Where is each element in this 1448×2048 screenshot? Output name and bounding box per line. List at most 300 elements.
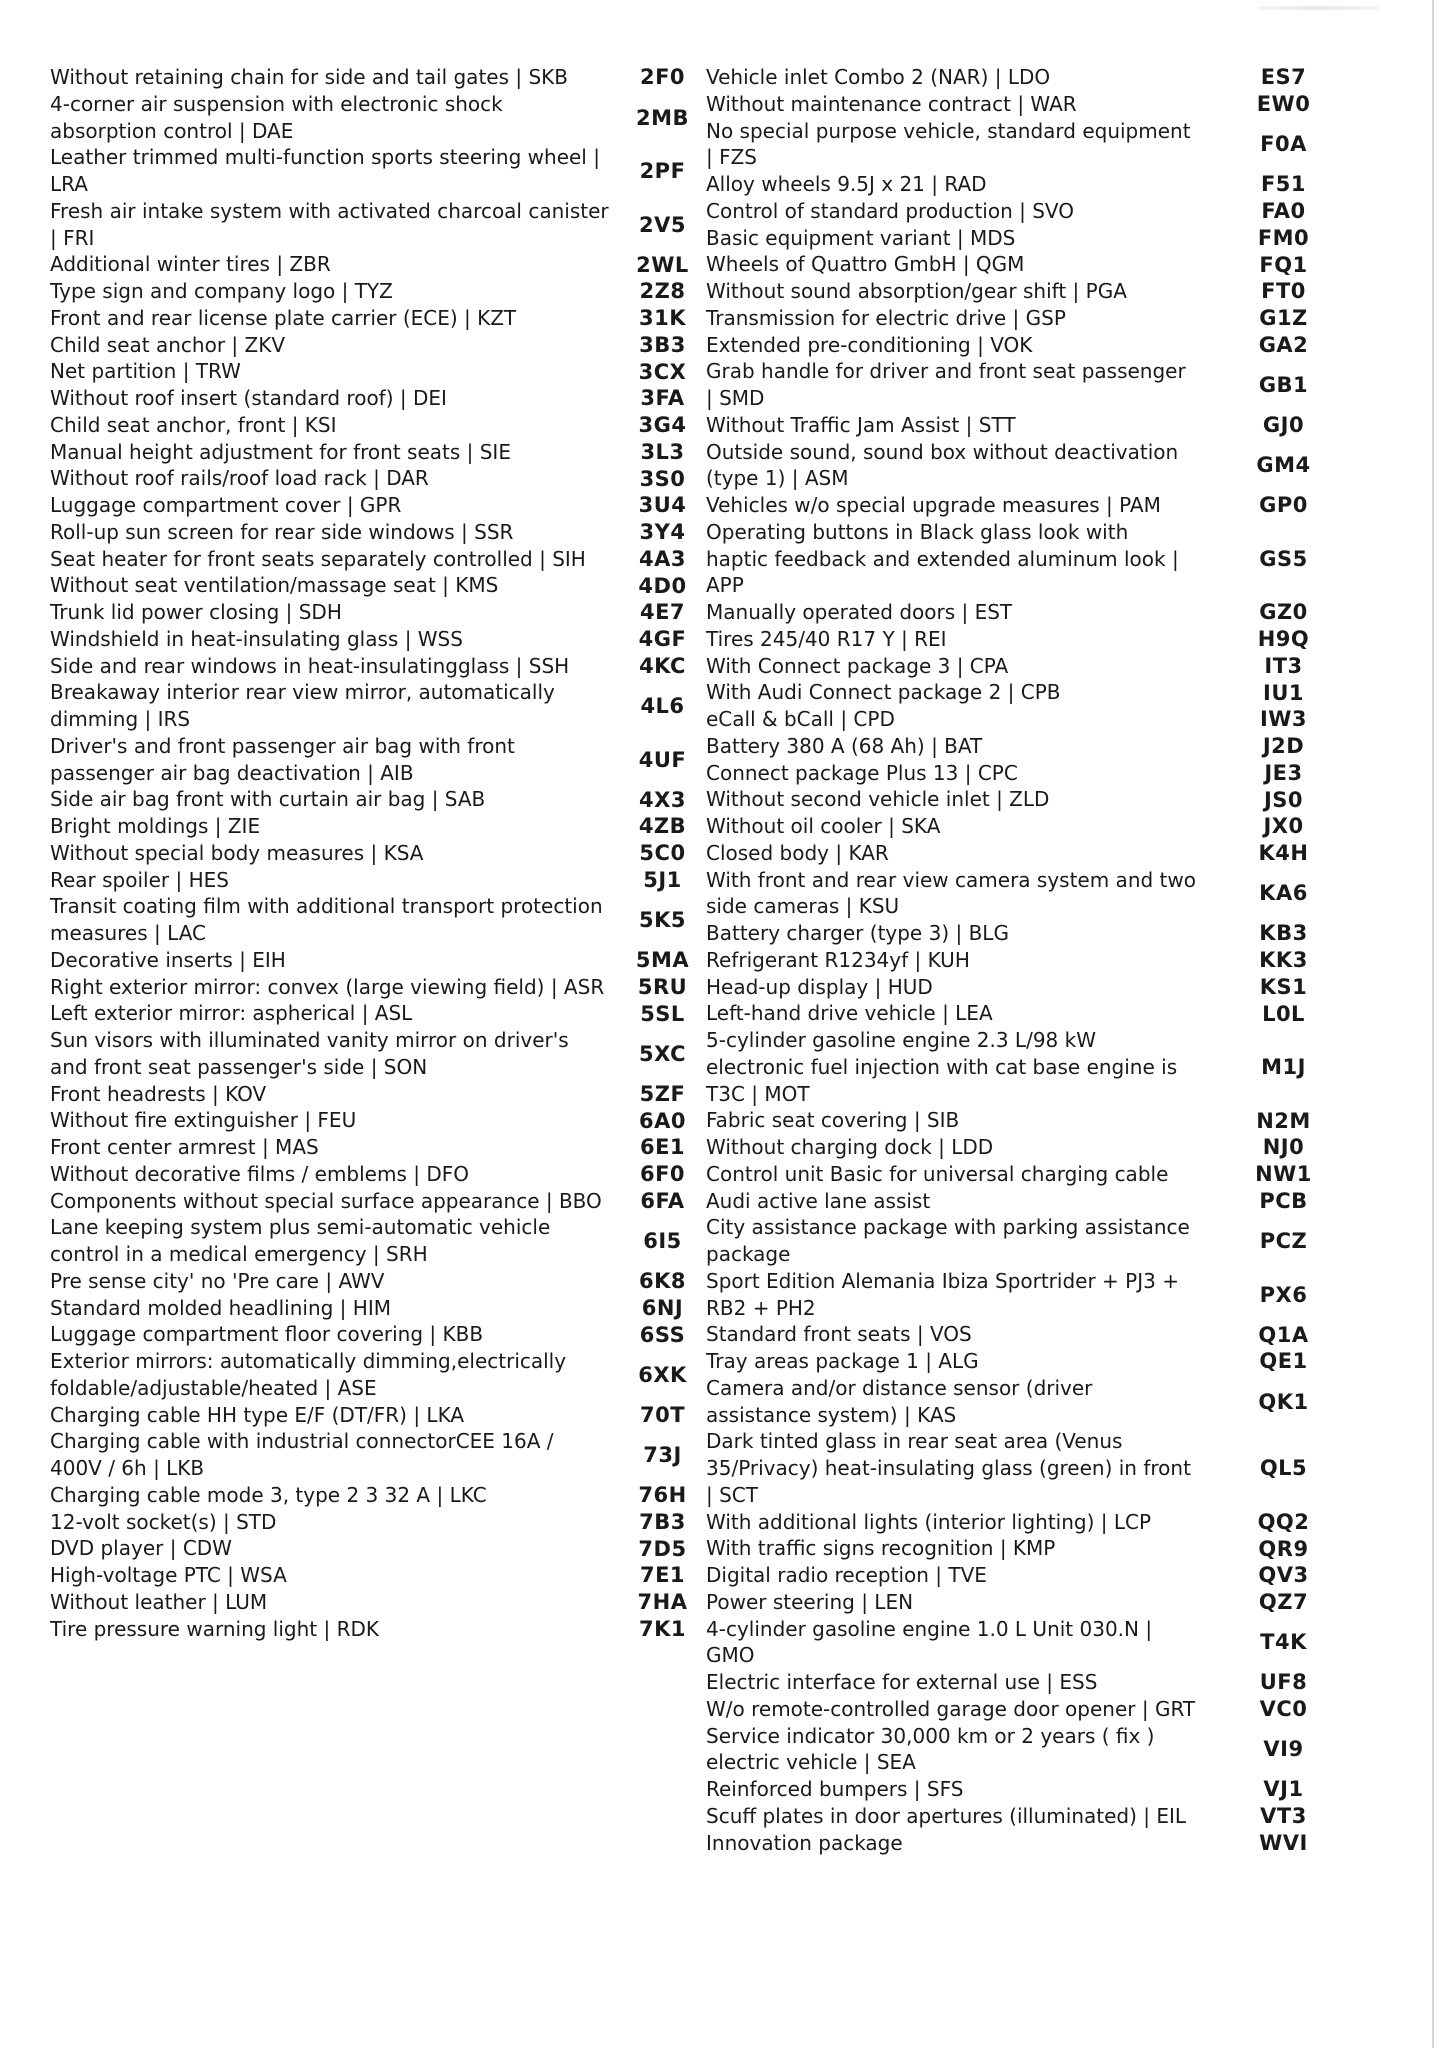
options-table-right-body — [706, 64, 1371, 1856]
option-description: Exterior mirrors: automatically dimming,electrically foldable/adjustable/heated | ASE — [50, 1349, 567, 1400]
option-row — [706, 1134, 1371, 1161]
option-row — [50, 1000, 715, 1027]
option-row — [50, 1295, 715, 1322]
option-row — [706, 278, 1371, 305]
option-row — [706, 1214, 1371, 1268]
page-edge — [1432, 0, 1434, 2048]
option-code: 6K8 — [639, 1269, 686, 1294]
option-row — [50, 974, 715, 1001]
option-code: KS1 — [1259, 974, 1308, 999]
option-description: Without special body measures | KSA — [50, 840, 424, 865]
option-code: 7D5 — [638, 1536, 687, 1561]
option-description: Electric interface for external use | ESS — [706, 1670, 1098, 1694]
option-row — [706, 1188, 1371, 1215]
option-row — [50, 1027, 715, 1081]
option-description: With traffic signs recognition | KMP — [706, 1536, 1056, 1561]
option-description: Manual height adjustment for front seats | SIE — [50, 439, 511, 464]
option-row — [50, 1134, 715, 1161]
option-code: KK3 — [1259, 948, 1308, 973]
option-description: City assistance package with parking assistance package — [706, 1215, 1190, 1266]
option-code: F51 — [1260, 172, 1307, 197]
option-description: Luggage compartment cover | GPR — [50, 493, 402, 517]
option-row — [706, 1562, 1371, 1589]
option-row — [706, 1161, 1371, 1188]
option-row — [706, 332, 1371, 359]
option-description: Audi active lane assist — [706, 1188, 931, 1213]
option-row — [706, 1348, 1371, 1375]
option-description: Alloy wheels 9.5J x 21 | RAD — [706, 172, 987, 196]
option-row — [50, 572, 715, 599]
option-row — [706, 1589, 1371, 1616]
option-code: 4UF — [638, 747, 687, 772]
option-code: 2MB — [635, 105, 689, 130]
option-code: K4H — [1258, 841, 1309, 866]
option-row — [706, 412, 1371, 439]
option-row — [50, 1562, 715, 1589]
option-row — [50, 1107, 715, 1134]
option-row — [706, 439, 1371, 493]
option-description: Breakaway interior rear view mirror, automatically dimming | IRS — [50, 680, 555, 731]
option-code: 6F0 — [639, 1162, 686, 1187]
option-row — [50, 1081, 715, 1108]
option-code: F0A — [1260, 132, 1307, 157]
option-description: Vehicles w/o special upgrade measures | PAM — [706, 493, 1161, 517]
option-row — [50, 1509, 715, 1536]
option-code: 73J — [643, 1443, 682, 1467]
option-code: 70T — [639, 1402, 686, 1427]
option-code: J2D — [1262, 734, 1305, 759]
option-description: With Audi Connect package 2 | CPB — [706, 680, 1061, 705]
option-row — [706, 225, 1371, 252]
option-code: 4GF — [638, 627, 687, 652]
option-row — [50, 733, 715, 787]
option-row — [50, 492, 715, 519]
option-description: Without sound absorption/gear shift | PGA — [706, 279, 1127, 303]
option-row — [50, 1428, 715, 1482]
option-description: Side and rear windows in heat-insulatingglass | SSH — [50, 653, 570, 678]
option-description: eCall & bCall | CPD — [706, 707, 895, 731]
option-row — [706, 706, 1371, 733]
option-description: Without retaining chain for side and tail gates | SKB — [50, 65, 568, 89]
option-code: 31K — [639, 306, 686, 331]
option-code: 5MA — [635, 948, 690, 973]
option-row — [706, 358, 1371, 412]
option-description: Standard front seats | VOS — [706, 1322, 972, 1347]
option-row — [50, 1214, 715, 1268]
option-code: 4D0 — [638, 573, 687, 598]
option-code: 3U4 — [638, 493, 687, 518]
option-description: Without roof rails/roof load rack | DAR — [50, 466, 429, 491]
option-row — [50, 439, 715, 466]
option-description: 4-corner air suspension with electronic shock absorption control | DAE — [50, 91, 503, 143]
option-description: Transit coating film with additional transport protection measures | LAC — [50, 894, 603, 945]
option-description: Net partition | TRW — [50, 359, 241, 384]
option-code: JE3 — [1264, 760, 1303, 785]
option-code: 5K5 — [639, 908, 686, 932]
option-row — [50, 1589, 715, 1616]
option-code: 3B3 — [639, 332, 686, 357]
option-description: W/o remote-controlled garage door opener | GRT — [706, 1696, 1196, 1721]
option-description: Windshield in heat-insulating glass | WSS — [50, 626, 463, 651]
option-code: 5RU — [637, 974, 688, 999]
option-row — [706, 1027, 1371, 1107]
option-code: L0L — [1262, 1001, 1305, 1026]
option-description: Leather trimmed multi-function sports steering wheel | LRA — [50, 145, 600, 196]
option-description: Without oil cooler | SKA — [706, 814, 941, 838]
option-code: 3CX — [638, 359, 687, 384]
option-description: Rear spoiler | HES — [50, 867, 229, 892]
option-code: Q1A — [1258, 1322, 1309, 1347]
option-row — [706, 1268, 1371, 1322]
option-description: Without fire extinguisher | FEU — [50, 1108, 357, 1133]
option-description: Seat heater for front seats separately controlled | SIH — [50, 546, 586, 571]
option-code: 7E1 — [639, 1563, 686, 1588]
option-code: VT3 — [1260, 1804, 1307, 1829]
option-description: Refrigerant R1234yf | KUH — [706, 947, 970, 972]
option-row — [50, 1535, 715, 1562]
option-code: NW1 — [1255, 1162, 1312, 1187]
option-row — [50, 653, 715, 680]
option-code: 6SS — [639, 1322, 686, 1347]
option-description: Lane keeping system plus semi-automatic vehicle control in a medical emergency | SRH — [50, 1215, 551, 1266]
option-row — [706, 1428, 1371, 1508]
option-row — [50, 332, 715, 359]
option-code: 6E1 — [639, 1135, 686, 1160]
option-row — [50, 947, 715, 974]
options-table-left — [50, 64, 715, 1642]
option-code: QL5 — [1259, 1456, 1308, 1481]
option-row — [706, 1696, 1371, 1723]
option-code: 2F0 — [639, 65, 686, 90]
option-code: PX6 — [1259, 1282, 1308, 1307]
option-description: 4-cylinder gasoline engine 1.0 L Unit 030.N | GMO — [706, 1616, 1153, 1668]
option-code: 5J1 — [643, 867, 682, 892]
option-row — [50, 144, 715, 198]
option-code: 5XC — [639, 1041, 686, 1066]
option-row — [50, 412, 715, 439]
option-code: 3S0 — [639, 466, 686, 491]
option-description: Operating buttons in Black glass look with haptic feedback and extended aluminum look | APP — [706, 519, 1179, 598]
option-row — [706, 118, 1371, 172]
option-code: QE1 — [1259, 1349, 1308, 1374]
option-code: 7K1 — [639, 1616, 686, 1641]
option-row — [706, 626, 1371, 653]
option-description: Sun visors with illuminated vanity mirror on driver's and front seat passenger's side | SON — [50, 1028, 569, 1079]
option-code: GB1 — [1258, 373, 1309, 397]
option-description: Type sign and company logo | TYZ — [50, 279, 393, 303]
option-code: 4E7 — [639, 600, 686, 625]
option-description: Tray areas package 1 | ALG — [706, 1349, 979, 1373]
option-code: PCZ — [1259, 1229, 1308, 1253]
option-code: FT0 — [1261, 279, 1306, 304]
option-description: Side air bag front with curtain air bag | SAB — [50, 787, 486, 812]
option-description: DVD player | CDW — [50, 1536, 232, 1561]
option-row — [706, 1509, 1371, 1536]
option-description: Without second vehicle inlet | ZLD — [706, 787, 1050, 812]
option-description: Charging cable HH type E/F (DT/FR) | LKA — [50, 1402, 465, 1427]
option-code: PCB — [1259, 1188, 1308, 1213]
option-description: Standard molded headlining | HIM — [50, 1295, 391, 1320]
option-row — [706, 1669, 1371, 1696]
option-row — [706, 492, 1371, 519]
option-row — [706, 1616, 1371, 1670]
option-row — [50, 251, 715, 278]
option-code: KB3 — [1259, 921, 1308, 946]
option-row — [50, 1188, 715, 1215]
option-row — [706, 1776, 1371, 1803]
option-row — [50, 1321, 715, 1348]
option-description: Front and rear license plate carrier (ECE) | KZT — [50, 305, 517, 330]
option-description: Sport Edition Alemania Ibiza Sportrider + PJ3 + RB2 + PH2 — [706, 1268, 1179, 1320]
option-description: Tires 245/40 R17 Y | REI — [706, 626, 947, 651]
option-description: Roll-up sun screen for rear side windows | SSR — [50, 519, 514, 544]
option-code: VJ1 — [1263, 1777, 1304, 1802]
option-row — [706, 813, 1371, 840]
option-description: Left exterior mirror: aspherical | ASL — [50, 1001, 413, 1026]
option-description: Child seat anchor, front | KSI — [50, 412, 337, 437]
option-row — [706, 974, 1371, 1001]
option-code: 5C0 — [639, 841, 686, 866]
option-description: With front and rear view camera system and two side cameras | KSU — [706, 867, 1196, 919]
option-description: Without leather | LUM — [50, 1589, 268, 1614]
option-code: KA6 — [1259, 881, 1308, 906]
option-description: Charging cable with industrial connectorCEE 16A / 400V / 6h | LKB — [50, 1429, 554, 1480]
option-description: Driver's and front passenger air bag with front passenger air bag deactivation | AIB — [50, 733, 515, 785]
option-row — [50, 840, 715, 867]
option-row — [50, 1482, 715, 1509]
option-description: Innovation package — [706, 1830, 903, 1855]
option-code: QV3 — [1258, 1563, 1309, 1588]
option-code: N2M — [1256, 1108, 1311, 1133]
option-row — [50, 519, 715, 546]
option-description: Right exterior mirror: convex (large viewing field) | ASR — [50, 974, 605, 999]
option-row — [706, 599, 1371, 626]
option-code: 4KC — [639, 653, 686, 678]
option-row — [706, 198, 1371, 225]
option-code: 5SL — [640, 1001, 685, 1026]
option-description: Grab handle for driver and front seat passenger | SMD — [706, 359, 1186, 410]
option-row — [50, 465, 715, 492]
option-row — [50, 385, 715, 412]
option-code: H9Q — [1257, 627, 1310, 652]
option-description: Without roof insert (standard roof) | DEI — [50, 386, 447, 410]
option-description: Basic equipment variant | MDS — [706, 225, 1016, 250]
option-row — [706, 519, 1371, 599]
option-description: Transmission for electric drive | GSP — [706, 305, 1066, 330]
option-code: 6I5 — [643, 1229, 682, 1253]
option-description: Without maintenance contract | WAR — [706, 91, 1077, 116]
option-code: FM0 — [1257, 225, 1310, 250]
option-row — [706, 1107, 1371, 1134]
option-row — [50, 278, 715, 305]
option-code: EW0 — [1256, 92, 1311, 117]
option-description: Without charging dock | LDD — [706, 1135, 994, 1159]
option-code: IW3 — [1259, 707, 1308, 732]
option-description: Fabric seat covering | SIB — [706, 1108, 960, 1133]
option-code: GS5 — [1259, 546, 1308, 571]
option-row — [706, 91, 1371, 118]
option-description: Reinforced bumpers | SFS — [706, 1777, 964, 1801]
option-row — [706, 1321, 1371, 1348]
option-code: UF8 — [1259, 1670, 1308, 1695]
option-code: 6FA — [640, 1188, 685, 1213]
option-description: Front center armrest | MAS — [50, 1135, 319, 1159]
option-description: Luggage compartment floor covering | KBB — [50, 1322, 484, 1347]
option-row — [50, 679, 715, 733]
option-code: G1Z — [1259, 306, 1308, 331]
option-row — [706, 733, 1371, 760]
option-description: Dark tinted glass in rear seat area (Venus 35/Privacy) heat-insulating glass (green) in front | SCT — [706, 1429, 1191, 1507]
option-code: GA2 — [1258, 332, 1309, 357]
option-description: High-voltage PTC | WSA — [50, 1563, 287, 1587]
option-code: FA0 — [1261, 199, 1306, 224]
option-row — [706, 760, 1371, 787]
option-description: Control of standard production | SVO — [706, 198, 1074, 223]
option-code: JS0 — [1263, 787, 1304, 812]
option-description: Connect package Plus 13 | CPC — [706, 760, 1018, 785]
option-description: Vehicle inlet Combo 2 (NAR) | LDO — [706, 65, 1051, 89]
option-code: 7B3 — [639, 1509, 686, 1534]
option-description: Additional winter tires | ZBR — [50, 252, 331, 277]
option-row — [706, 1375, 1371, 1429]
option-code: GJ0 — [1262, 413, 1305, 438]
option-code: 76H — [638, 1483, 687, 1508]
option-description: Service indicator 30,000 km or 2 years ( fix ) electric vehicle | SEA — [706, 1723, 1155, 1775]
option-row — [50, 1268, 715, 1295]
option-description: Battery charger (type 3) | BLG — [706, 921, 1009, 945]
option-description: Head-up display | HUD — [706, 974, 933, 999]
option-code: NJ0 — [1262, 1135, 1305, 1160]
option-code: 4ZB — [638, 814, 687, 839]
option-description: Bright moldings | ZIE — [50, 814, 261, 838]
option-description: Child seat anchor | ZKV — [50, 332, 285, 357]
option-code: JX0 — [1263, 814, 1304, 839]
option-description: Outside sound, sound box without deactivation (type 1) | ASM — [706, 439, 1179, 491]
option-code: IU1 — [1263, 680, 1304, 705]
option-description: Front headrests | KOV — [50, 1081, 267, 1106]
option-description: Charging cable mode 3, type 2 3 32 A | LKC — [50, 1482, 487, 1507]
option-code: FQ1 — [1259, 252, 1308, 277]
option-description: Camera and/or distance sensor (driver assistance system) | KAS — [706, 1375, 1093, 1427]
option-description: Digital radio reception | TVE — [706, 1563, 987, 1587]
option-code: 6A0 — [639, 1108, 686, 1133]
option-code: GM4 — [1256, 453, 1311, 478]
option-row — [50, 599, 715, 626]
option-code: VC0 — [1259, 1697, 1308, 1722]
option-row — [50, 198, 715, 252]
option-row — [706, 840, 1371, 867]
option-row — [706, 1803, 1371, 1830]
option-description: Pre sense city' no 'Pre care | AWV — [50, 1268, 385, 1293]
option-row — [706, 786, 1371, 813]
option-row — [706, 64, 1371, 91]
option-code: 5ZF — [639, 1081, 686, 1106]
option-description: Left-hand drive vehicle | LEA — [706, 1001, 993, 1026]
option-description: 12-volt socket(s) | STD — [50, 1509, 277, 1534]
option-description: Extended pre-conditioning | VOK — [706, 332, 1033, 357]
option-row — [50, 546, 715, 573]
option-code: 7HA — [637, 1590, 688, 1615]
scan-artifact — [1258, 6, 1378, 10]
option-row — [50, 305, 715, 332]
option-code: 2PF — [639, 159, 686, 183]
option-code: ES7 — [1260, 65, 1307, 90]
option-row — [706, 1000, 1371, 1027]
option-code: M1J — [1261, 1055, 1306, 1080]
option-code: QR9 — [1258, 1536, 1309, 1561]
option-row — [50, 867, 715, 894]
option-description: Power steering | LEN — [706, 1589, 914, 1614]
option-code: 3G4 — [638, 413, 687, 438]
option-description: Manually operated doors | EST — [706, 600, 1013, 624]
option-description: Wheels of Quattro GmbH | QGM — [706, 252, 1025, 277]
option-code: T4K — [1260, 1630, 1307, 1655]
option-description: No special purpose vehicle, standard equipment | FZS — [706, 118, 1191, 170]
option-row — [50, 64, 715, 91]
option-code: 2V5 — [639, 212, 686, 237]
options-table-left-body — [50, 64, 715, 1642]
option-code: 3Y4 — [639, 520, 686, 545]
option-description: Components without special surface appearance | BBO — [50, 1188, 602, 1213]
option-description: Without seat ventilation/massage seat | KMS — [50, 573, 499, 598]
option-row — [50, 626, 715, 653]
option-row — [50, 1402, 715, 1429]
option-code: 6NJ — [641, 1295, 684, 1320]
option-row — [50, 893, 715, 947]
option-row — [50, 1348, 715, 1402]
option-code: 4L6 — [640, 694, 685, 718]
option-code: QZ7 — [1258, 1590, 1309, 1615]
option-code: GP0 — [1259, 493, 1308, 518]
option-code: 2Z8 — [639, 279, 686, 304]
option-description: Battery 380 A (68 Ah) | BAT — [706, 733, 983, 758]
option-description: Tire pressure warning light | RDK — [50, 1616, 379, 1641]
option-row — [706, 653, 1371, 680]
option-row — [706, 251, 1371, 278]
option-row — [50, 358, 715, 385]
option-description: Without decorative films / emblems | DFO — [50, 1161, 469, 1186]
option-description: Scuff plates in door apertures (illuminated) | EIL — [706, 1803, 1187, 1828]
option-code: 3L3 — [640, 439, 685, 464]
option-row — [50, 813, 715, 840]
option-row — [50, 91, 715, 145]
option-code: GZ0 — [1259, 600, 1308, 625]
option-description: Control unit Basic for universal charging cable — [706, 1161, 1169, 1186]
option-code: 2WL — [636, 252, 689, 277]
option-description: Decorative inserts | EIH — [50, 947, 286, 972]
option-row — [706, 1830, 1371, 1857]
option-row — [706, 920, 1371, 947]
option-row — [706, 305, 1371, 332]
option-code: 6XK — [638, 1362, 687, 1387]
option-code: QQ2 — [1257, 1509, 1310, 1534]
option-code: 4A3 — [639, 546, 686, 571]
option-row — [706, 679, 1371, 706]
option-description: Trunk lid power closing | SDH — [50, 600, 342, 624]
option-row — [706, 1723, 1371, 1777]
option-row — [706, 947, 1371, 974]
option-code: QK1 — [1258, 1389, 1309, 1414]
option-row — [50, 1616, 715, 1643]
options-table-right — [706, 64, 1371, 1856]
option-row — [706, 1535, 1371, 1562]
option-description: Fresh air intake system with activated charcoal canister | FRI — [50, 198, 609, 250]
option-code: VI9 — [1263, 1737, 1304, 1762]
option-description: Without Traffic Jam Assist | STT — [706, 412, 1016, 437]
option-row — [706, 867, 1371, 921]
option-description: With additional lights (interior lighting) | LCP — [706, 1509, 1152, 1534]
option-description: Closed body | KAR — [706, 840, 889, 865]
